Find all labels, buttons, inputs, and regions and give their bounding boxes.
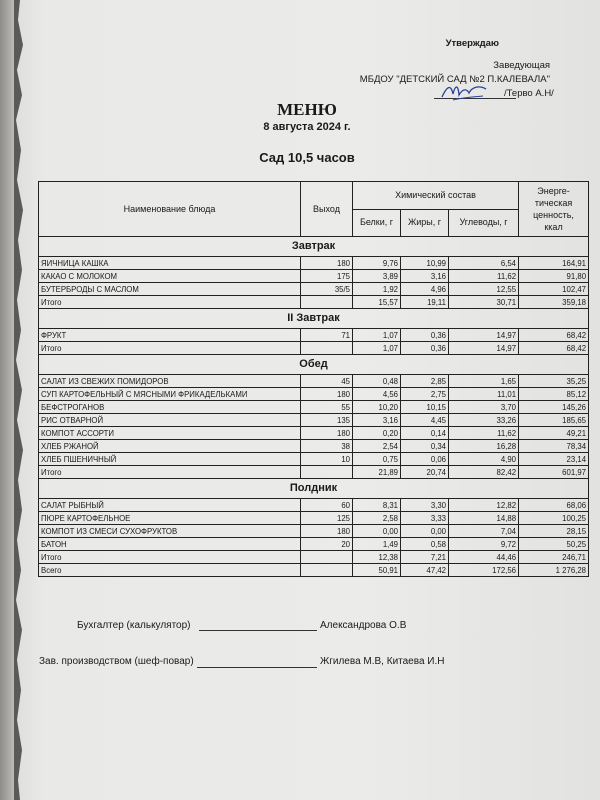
dish-fat: 0,06 — [401, 453, 449, 466]
dish-yield: 180 — [301, 388, 353, 401]
doc-title: МЕНЮ — [277, 100, 337, 119]
section-title: II Завтрак — [39, 309, 589, 329]
total-fat: 20,74 — [401, 466, 449, 479]
dish-protein: 0,20 — [353, 427, 401, 440]
dish-yield: 45 — [301, 375, 353, 388]
chef-signature-line — [197, 667, 317, 668]
dish-carbs: 14,88 — [449, 512, 519, 525]
torn-edge — [14, 0, 34, 800]
dish-name: ПЮРЕ КАРТОФЕЛЬНОЕ — [39, 512, 301, 525]
total-label: Итого — [39, 551, 301, 564]
total-energy: 359,18 — [519, 296, 589, 309]
dish-yield: 180 — [301, 427, 353, 440]
section-title: Полдник — [39, 479, 589, 499]
dish-name: САЛАТ РЫБНЫЙ — [39, 499, 301, 512]
dish-protein: 0,75 — [353, 453, 401, 466]
dish-carbs: 11,01 — [449, 388, 519, 401]
dish-protein: 2,54 — [353, 440, 401, 453]
dish-fat: 10,15 — [401, 401, 449, 414]
dish-carbs: 1,65 — [449, 375, 519, 388]
total-energy: 246,71 — [519, 551, 589, 564]
empty-cell — [301, 466, 353, 479]
table-row — [39, 414, 589, 427]
table-row — [39, 512, 589, 525]
grand-total-carbs: 172,56 — [449, 564, 519, 577]
table-row — [39, 440, 589, 453]
dish-yield: 35/5 — [301, 283, 353, 296]
dish-energy: 68,42 — [519, 329, 589, 342]
total-carbs: 14,97 — [449, 342, 519, 355]
dish-energy: 85,12 — [519, 388, 589, 401]
document-page — [14, 0, 600, 800]
dish-carbs: 12,82 — [449, 499, 519, 512]
signer-name: /Терво А.Н/ — [504, 88, 554, 99]
dish-energy: 91,80 — [519, 270, 589, 283]
grand-total-protein: 50,91 — [353, 564, 401, 577]
dish-energy: 78,34 — [519, 440, 589, 453]
dish-fat: 0,34 — [401, 440, 449, 453]
dish-fat: 0,14 — [401, 427, 449, 440]
dish-yield: 71 — [301, 329, 353, 342]
dish-yield: 180 — [301, 525, 353, 538]
table-row — [39, 401, 589, 414]
dish-name: ХЛЕБ ПШЕНИЧНЫЙ — [39, 453, 301, 466]
accountant-signature-line — [199, 630, 317, 631]
total-label: Итого — [39, 466, 301, 479]
dish-protein: 9,76 — [353, 257, 401, 270]
dish-carbs: 6,54 — [449, 257, 519, 270]
chef-label: Зав. производством (шеф-повар) — [39, 656, 194, 667]
total-label: Итого — [39, 296, 301, 309]
dish-carbs: 14,97 — [449, 329, 519, 342]
accountant-name: Александрова О.В — [320, 620, 407, 631]
accountant-label: Бухгалтер (калькулятор) — [77, 620, 191, 631]
dish-fat: 10,99 — [401, 257, 449, 270]
table-row — [39, 499, 589, 512]
col-chem-header: Химический состав — [353, 182, 519, 210]
table-row — [39, 270, 589, 283]
dish-energy: 35,25 — [519, 375, 589, 388]
dish-name: КАКАО С МОЛОКОМ — [39, 270, 301, 283]
col-protein-header: Белки, г — [353, 209, 401, 237]
dish-protein: 4,56 — [353, 388, 401, 401]
dish-protein: 10,20 — [353, 401, 401, 414]
section-header-row — [39, 479, 589, 499]
dish-fat: 3,33 — [401, 512, 449, 525]
dish-carbs: 12,55 — [449, 283, 519, 296]
dish-protein: 3,16 — [353, 414, 401, 427]
total-label: Итого — [39, 342, 301, 355]
table-row — [39, 538, 589, 551]
total-fat: 19,11 — [401, 296, 449, 309]
dish-energy: 164,91 — [519, 257, 589, 270]
dish-yield: 175 — [301, 270, 353, 283]
col-name-header: Наименование блюда — [39, 182, 301, 237]
col-yield-header: Выход — [301, 182, 353, 237]
col-energy-header: Энерге- тическая ценность, ккал — [519, 182, 589, 237]
empty-cell — [301, 551, 353, 564]
dish-carbs: 9,72 — [449, 538, 519, 551]
table-row — [39, 525, 589, 538]
table-row — [39, 453, 589, 466]
total-carbs: 44,46 — [449, 551, 519, 564]
dish-fat: 2,85 — [401, 375, 449, 388]
dish-name: БЕФСТРОГАНОВ — [39, 401, 301, 414]
dish-yield: 55 — [301, 401, 353, 414]
dish-yield: 125 — [301, 512, 353, 525]
dish-name: ЯИЧНИЦА КАШКА — [39, 257, 301, 270]
total-protein: 1,07 — [353, 342, 401, 355]
dish-fat: 3,16 — [401, 270, 449, 283]
total-protein: 15,57 — [353, 296, 401, 309]
dish-name: ФРУКТ — [39, 329, 301, 342]
table-row — [39, 427, 589, 440]
col-fat-header: Жиры, г — [401, 209, 449, 237]
section-title: Завтрак — [39, 237, 589, 257]
dish-protein: 1,92 — [353, 283, 401, 296]
dish-carbs: 3,70 — [449, 401, 519, 414]
dish-name: РИС ОТВАРНОЙ — [39, 414, 301, 427]
dish-protein: 2,58 — [353, 512, 401, 525]
dish-yield: 135 — [301, 414, 353, 427]
dish-energy: 28,15 — [519, 525, 589, 538]
dish-protein: 1,07 — [353, 329, 401, 342]
table-row — [39, 329, 589, 342]
dish-yield: 180 — [301, 257, 353, 270]
total-carbs: 82,42 — [449, 466, 519, 479]
total-energy: 601,97 — [519, 466, 589, 479]
total-carbs: 30,71 — [449, 296, 519, 309]
dish-carbs: 7,04 — [449, 525, 519, 538]
dish-fat: 2,75 — [401, 388, 449, 401]
dish-name: БАТОН — [39, 538, 301, 551]
total-protein: 12,38 — [353, 551, 401, 564]
section-total-row — [39, 296, 589, 309]
table-row — [39, 257, 589, 270]
dish-protein: 0,48 — [353, 375, 401, 388]
dish-yield: 10 — [301, 453, 353, 466]
table-row — [39, 375, 589, 388]
grand-total-energy: 1 276,28 — [519, 564, 589, 577]
dish-name: СУП КАРТОФЕЛЬНЫЙ С МЯСНЫМИ ФРИКАДЕЛЬКАМИ — [39, 388, 301, 401]
dish-fat: 4,96 — [401, 283, 449, 296]
section-title: Обед — [39, 355, 589, 375]
menu-table — [38, 181, 589, 577]
dish-energy: 100,25 — [519, 512, 589, 525]
grand-total-row — [39, 564, 589, 577]
dish-name: КОМПОТ ИЗ СМЕСИ СУХОФРУКТОВ — [39, 525, 301, 538]
dish-protein: 3,89 — [353, 270, 401, 283]
dish-fat: 4,45 — [401, 414, 449, 427]
dish-fat: 0,58 — [401, 538, 449, 551]
section-header-row — [39, 355, 589, 375]
doc-date: 8 августа 2024 г. — [263, 121, 351, 133]
section-total-row — [39, 466, 589, 479]
dish-energy: 145,26 — [519, 401, 589, 414]
empty-cell — [301, 296, 353, 309]
dish-fat: 0,00 — [401, 525, 449, 538]
doc-subtitle: Сад 10,5 часов — [259, 150, 355, 165]
table-row — [39, 388, 589, 401]
dish-carbs: 16,28 — [449, 440, 519, 453]
dish-energy: 102,47 — [519, 283, 589, 296]
dish-energy: 49,21 — [519, 427, 589, 440]
total-energy: 68,42 — [519, 342, 589, 355]
dish-protein: 0,00 — [353, 525, 401, 538]
dish-name: КОМПОТ АССОРТИ — [39, 427, 301, 440]
dish-energy: 185,65 — [519, 414, 589, 427]
org-name: МБДОУ "ДЕТСКИЙ САД №2 П.КАЛЕВАЛА" — [359, 74, 550, 85]
chef-name: Жгилева М.В, Китаева И.Н — [320, 656, 445, 667]
col-carbs-header: Углеводы, г — [449, 209, 519, 237]
section-total-row — [39, 342, 589, 355]
dish-energy: 68,06 — [519, 499, 589, 512]
grand-total-label: Всего — [39, 564, 301, 577]
empty-cell — [301, 342, 353, 355]
dish-carbs: 33,26 — [449, 414, 519, 427]
empty-cell — [301, 564, 353, 577]
dish-name: ХЛЕБ РЖАНОЙ — [39, 440, 301, 453]
dish-fat: 3,30 — [401, 499, 449, 512]
dish-yield: 38 — [301, 440, 353, 453]
dish-carbs: 11,62 — [449, 427, 519, 440]
dish-name: САЛАТ ИЗ СВЕЖИХ ПОМИДОРОВ — [39, 375, 301, 388]
total-fat: 0,36 — [401, 342, 449, 355]
section-header-row — [39, 309, 589, 329]
grand-total-fat: 47,42 — [401, 564, 449, 577]
dish-protein: 1,49 — [353, 538, 401, 551]
dish-energy: 23,14 — [519, 453, 589, 466]
dish-name: БУТЕРБРОДЫ С МАСЛОМ — [39, 283, 301, 296]
section-header-row — [39, 237, 589, 257]
position-label: Заведующая — [493, 60, 550, 71]
dish-carbs: 4,90 — [449, 453, 519, 466]
total-protein: 21,89 — [353, 466, 401, 479]
table-row — [39, 283, 589, 296]
signature-mark — [439, 80, 489, 102]
dish-protein: 8,31 — [353, 499, 401, 512]
approve-label: Утверждаю — [445, 38, 499, 49]
dish-fat: 0,36 — [401, 329, 449, 342]
dish-carbs: 11,62 — [449, 270, 519, 283]
dish-yield: 60 — [301, 499, 353, 512]
section-total-row — [39, 551, 589, 564]
total-fat: 7,21 — [401, 551, 449, 564]
dish-yield: 20 — [301, 538, 353, 551]
dish-energy: 50,25 — [519, 538, 589, 551]
